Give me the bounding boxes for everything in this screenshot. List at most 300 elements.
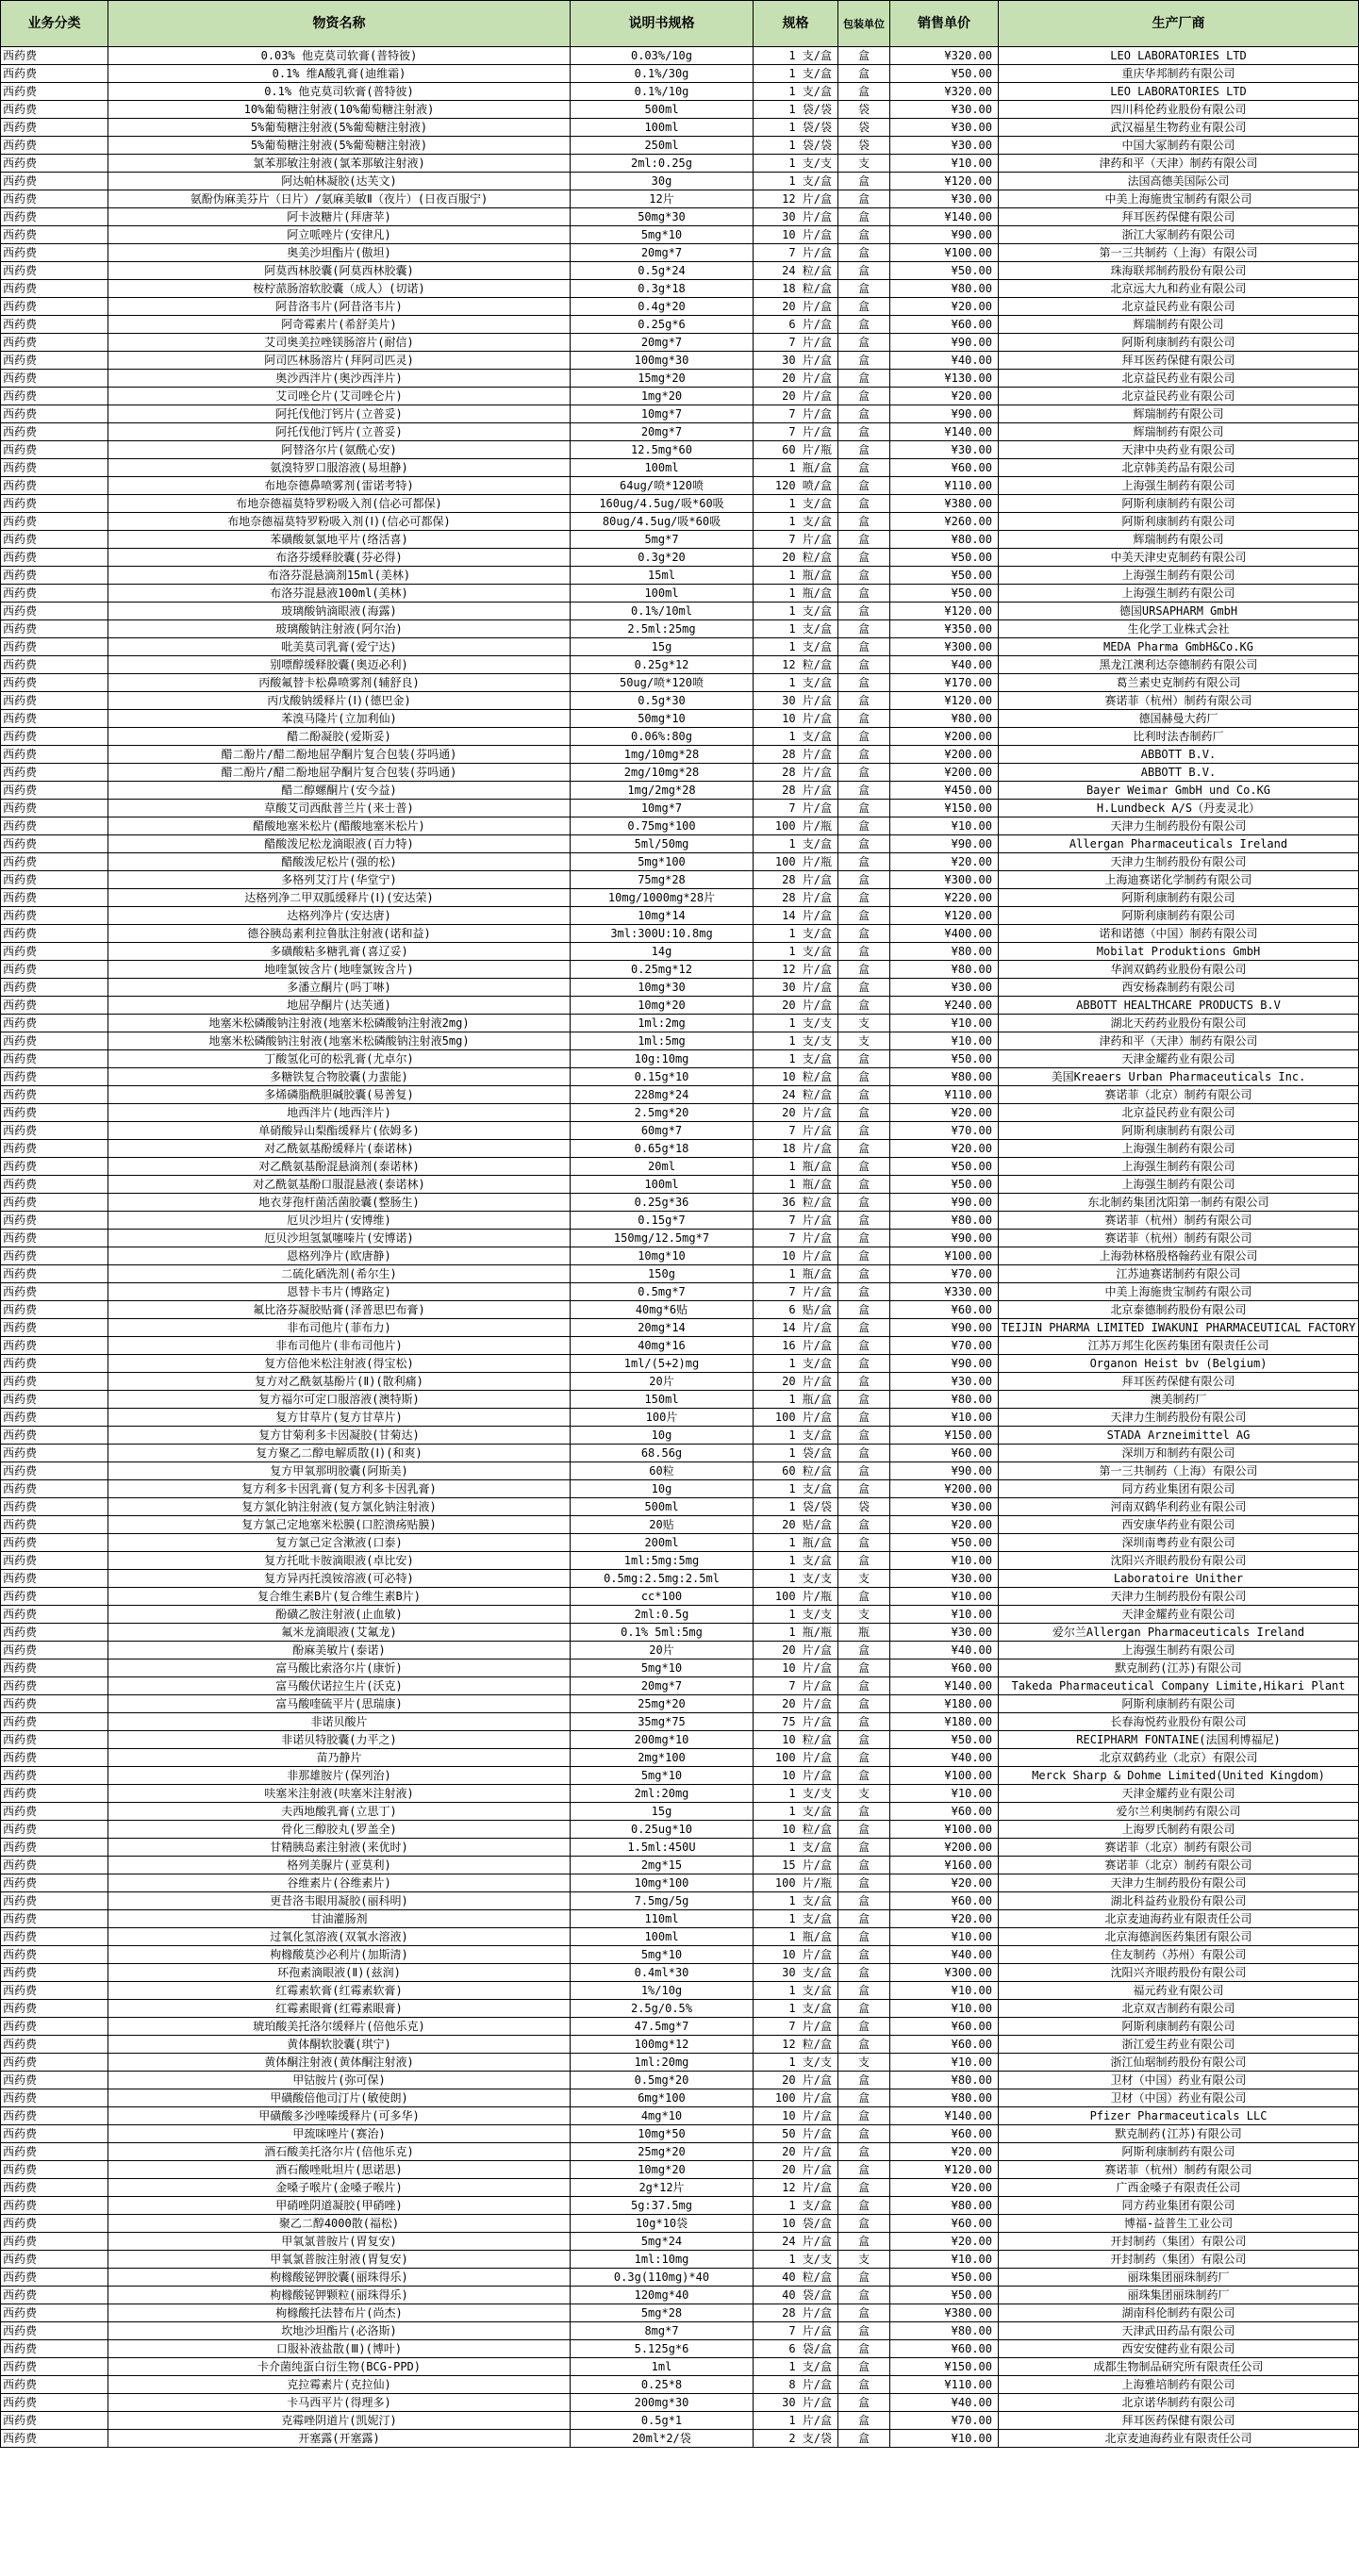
cell-gauge: 60 片/瓶 [754, 441, 838, 459]
table-row [1, 2107, 1359, 2125]
cell-gauge: 1 支/支 [754, 155, 838, 173]
cell-unit: 盒 [838, 835, 890, 853]
table-row [1, 2304, 1359, 2322]
cell-unit: 盒 [838, 1803, 890, 1821]
cell-price: ¥10.00 [890, 2430, 999, 2448]
table-row [1, 1570, 1359, 1588]
cell-price: ¥80.00 [890, 1212, 999, 1230]
cell-gauge: 1 袋/盒 [754, 1445, 838, 1462]
cell-price: ¥20.00 [890, 1874, 999, 1892]
cell-spec: 2ml:0.5g [571, 1606, 754, 1624]
cell-price: ¥20.00 [890, 2179, 999, 2197]
cell-gauge: 14 片/盒 [754, 907, 838, 925]
cell-maker: 美国Kreaers Urban Pharmaceuticals Inc. [999, 1068, 1359, 1086]
cell-name: 甲巯咪唑片(赛治) [108, 2125, 571, 2143]
cell-gauge: 30 片/盒 [754, 2394, 838, 2412]
cell-name: 复方氯化钠注射液(复方氯化钠注射液) [108, 1498, 571, 1516]
cell-name: 5%葡萄糖注射液(5%葡萄糖注射液) [108, 137, 571, 155]
cell-maker: 第一三共制药（上海）有限公司 [999, 244, 1359, 262]
cell-spec: 5mg*10 [571, 1660, 754, 1677]
cell-category: 西药费 [1, 65, 108, 83]
table-row [1, 173, 1359, 190]
cell-spec: 0.5g*1 [571, 2412, 754, 2430]
cell-name: 黄体酮注射液(黄体酮注射液) [108, 2054, 571, 2072]
table-row [1, 979, 1359, 997]
cell-name: 艾司唑仑片(艾司唑仑片) [108, 388, 571, 405]
cell-unit: 盒 [838, 244, 890, 262]
cell-gauge: 6 袋/盒 [754, 2340, 838, 2358]
cell-category: 西药费 [1, 1104, 108, 1122]
table-row [1, 728, 1359, 746]
cell-unit: 盒 [838, 1301, 890, 1319]
cell-unit: 盒 [838, 1588, 890, 1606]
cell-spec: 2mg*15 [571, 1857, 754, 1874]
cell-maker: LEO LABORATORIES LTD [999, 83, 1359, 101]
cell-name: 复合维生素B片(复合维生素B片) [108, 1588, 571, 1606]
cell-spec: 100mg*12 [571, 2036, 754, 2054]
cell-price: ¥50.00 [890, 2269, 999, 2287]
table-row [1, 1373, 1359, 1391]
cell-price: ¥30.00 [890, 119, 999, 137]
cell-maker: 赛诺菲（杭州）制药有限公司 [999, 692, 1359, 710]
cell-maker: 上海强生制药有限公司 [999, 585, 1359, 603]
cell-price: ¥100.00 [890, 1767, 999, 1785]
cell-maker: 拜耳医药保健有限公司 [999, 1373, 1359, 1391]
cell-gauge: 30 片/盒 [754, 208, 838, 226]
cell-category: 西药费 [1, 746, 108, 764]
cell-gauge: 60 粒/盒 [754, 1462, 838, 1480]
table-body [1, 47, 1359, 2448]
cell-category: 西药费 [1, 1516, 108, 1534]
cell-gauge: 14 片/盒 [754, 1319, 838, 1337]
cell-unit: 盒 [838, 65, 890, 83]
cell-gauge: 1 支/支 [754, 2251, 838, 2269]
cell-price: ¥10.00 [890, 1588, 999, 1606]
table-row [1, 1964, 1359, 1982]
cell-maker: 法国高德美国际公司 [999, 173, 1359, 190]
cell-category: 西药费 [1, 853, 108, 871]
cell-category: 西药费 [1, 2107, 108, 2125]
cell-name: 复方甘菊利多卡因凝胶(甘菊达) [108, 1427, 571, 1445]
cell-category: 西药费 [1, 477, 108, 495]
cell-unit: 盒 [838, 1050, 890, 1068]
cell-name: 口服补液盐散(Ⅲ)(博叶) [108, 2340, 571, 2358]
cell-name: 金嗓子喉片(金嗓子喉片) [108, 2179, 571, 2197]
cell-maker: 北京双吉制药有限公司 [999, 2000, 1359, 2018]
table-row [1, 1767, 1359, 1785]
table-row [1, 388, 1359, 405]
cell-category: 西药费 [1, 2412, 108, 2430]
cell-maker: 默克制药(江苏)有限公司 [999, 1660, 1359, 1677]
cell-unit: 盒 [838, 1660, 890, 1677]
cell-category: 西药费 [1, 1068, 108, 1086]
cell-spec: 1%/10g [571, 1982, 754, 2000]
cell-unit: 盒 [838, 2000, 890, 2018]
cell-gauge: 1 袋/袋 [754, 101, 838, 119]
cell-unit: 盒 [838, 979, 890, 997]
cell-spec: 15g [571, 1803, 754, 1821]
table-row [1, 83, 1359, 101]
cell-unit: 盒 [838, 2269, 890, 2287]
cell-unit: 盒 [838, 1910, 890, 1928]
cell-name: 克霉唑阴道片(凯妮汀) [108, 2412, 571, 2430]
cell-category: 西药费 [1, 298, 108, 316]
cell-gauge: 30 片/盒 [754, 979, 838, 997]
cell-gauge: 1 支/盒 [754, 1839, 838, 1857]
cell-unit: 盒 [838, 2179, 890, 2197]
cell-maker: 北京泰德制药股份有限公司 [999, 1301, 1359, 1319]
cell-price: ¥60.00 [890, 316, 999, 334]
cell-price: ¥50.00 [890, 1176, 999, 1194]
cell-name: 丙戊酸钠缓释片(Ⅰ)(德巴金) [108, 692, 571, 710]
cell-maker: 北京韩美药品有限公司 [999, 459, 1359, 477]
cell-category: 西药费 [1, 83, 108, 101]
cell-name: 过氧化氢溶液(双氧水溶液) [108, 1928, 571, 1946]
cell-maker: 赛诺菲（杭州）制药有限公司 [999, 1212, 1359, 1230]
cell-spec: 68.56g [571, 1445, 754, 1462]
cell-gauge: 15 片/盒 [754, 1857, 838, 1874]
cell-unit: 盒 [838, 1642, 890, 1660]
cell-category: 西药费 [1, 1642, 108, 1660]
cell-category: 西药费 [1, 1677, 108, 1695]
cell-spec: 0.65g*18 [571, 1140, 754, 1158]
table-row [1, 1910, 1359, 1928]
cell-unit: 盒 [838, 531, 890, 549]
cell-spec: 1ml [571, 2358, 754, 2376]
cell-spec: 100mg*30 [571, 352, 754, 370]
cell-price: ¥100.00 [890, 1247, 999, 1265]
table-row [1, 1337, 1359, 1355]
cell-maker: 住友制药（苏州）有限公司 [999, 1946, 1359, 1964]
cell-category: 西药费 [1, 2430, 108, 2448]
table-row [1, 620, 1359, 638]
cell-name: 骨化三醇胶丸(罗盖全) [108, 1821, 571, 1839]
cell-unit: 盒 [838, 871, 890, 889]
cell-spec: 80ug/4.5ug/吸*60吸 [571, 513, 754, 531]
cell-category: 西药费 [1, 1355, 108, 1373]
cell-gauge: 10 片/盒 [754, 1247, 838, 1265]
cell-gauge: 1 支/盒 [754, 1480, 838, 1498]
cell-unit: 盒 [838, 1122, 890, 1140]
cell-maker: 赛诺菲（北京）制药有限公司 [999, 1839, 1359, 1857]
cell-name: 醋二酚凝胶(爱斯妥) [108, 728, 571, 746]
cell-name: 10%葡萄糖注射液(10%葡萄糖注射液) [108, 101, 571, 119]
table-row [1, 1050, 1359, 1068]
cell-unit: 盒 [838, 2161, 890, 2179]
cell-price: ¥80.00 [890, 961, 999, 979]
cell-spec: 50ug/喷*120喷 [571, 674, 754, 692]
table-row [1, 1857, 1359, 1874]
cell-spec: 10mg*50 [571, 2125, 754, 2143]
cell-spec: 10g:10mg [571, 1050, 754, 1068]
cell-spec: 6mg*100 [571, 2089, 754, 2107]
cell-name: 非布司他片(非布司他片) [108, 1337, 571, 1355]
cell-category: 西药费 [1, 997, 108, 1015]
cell-price: ¥120.00 [890, 2161, 999, 2179]
cell-price: ¥80.00 [890, 943, 999, 961]
table-row [1, 1247, 1359, 1265]
header-spec: 说明书规格 [571, 1, 754, 47]
cell-price: ¥30.00 [890, 1570, 999, 1588]
cell-price: ¥240.00 [890, 997, 999, 1015]
cell-name: 布地奈德福莫特罗粉吸入剂(Ⅰ)(信必可都保) [108, 513, 571, 531]
cell-gauge: 7 片/盒 [754, 800, 838, 817]
cell-gauge: 20 片/盒 [754, 1373, 838, 1391]
cell-spec: 15ml [571, 567, 754, 585]
cell-spec: 5.125g*6 [571, 2340, 754, 2358]
cell-maker: 江苏万邦生化医药集团有限责任公司 [999, 1337, 1359, 1355]
cell-maker: 赛诺菲（杭州）制药有限公司 [999, 2161, 1359, 2179]
cell-gauge: 1 支/盒 [754, 2000, 838, 2018]
cell-spec: 2.5g/0.5% [571, 2000, 754, 2018]
cell-gauge: 1 支/盒 [754, 728, 838, 746]
cell-price: ¥40.00 [890, 352, 999, 370]
cell-category: 西药费 [1, 2018, 108, 2036]
cell-category: 西药费 [1, 370, 108, 388]
cell-gauge: 1 支/盒 [754, 1982, 838, 2000]
cell-spec: 100ml [571, 1928, 754, 1946]
cell-unit: 盒 [838, 1319, 890, 1337]
table-row [1, 710, 1359, 728]
cell-price: ¥10.00 [890, 1982, 999, 2000]
cell-price: ¥120.00 [890, 603, 999, 620]
cell-name: 复方甲氧那明胶囊(阿斯美) [108, 1462, 571, 1480]
cell-category: 西药费 [1, 1427, 108, 1445]
cell-name: 阿卡波糖片(拜唐苹) [108, 208, 571, 226]
cell-spec: 35mg*75 [571, 1713, 754, 1731]
cell-price: ¥60.00 [890, 1892, 999, 1910]
cell-maker: 西安康华药业有限公司 [999, 1516, 1359, 1534]
cell-price: ¥60.00 [890, 2215, 999, 2233]
cell-category: 西药费 [1, 1319, 108, 1337]
cell-price: ¥60.00 [890, 1301, 999, 1319]
cell-name: 枸橼酸托法替布片(尚杰) [108, 2304, 571, 2322]
cell-name: 复方异丙托溴铵溶液(可必特) [108, 1570, 571, 1588]
cell-price: ¥110.00 [890, 1086, 999, 1104]
cell-price: ¥10.00 [890, 2000, 999, 2018]
cell-category: 西药费 [1, 2072, 108, 2089]
cell-gauge: 20 片/盒 [754, 997, 838, 1015]
cell-gauge: 1 支/支 [754, 2054, 838, 2072]
cell-name: 布洛芬混悬滴剂15ml(美林) [108, 567, 571, 585]
cell-maker: 深圳南粤药业有限公司 [999, 1534, 1359, 1552]
cell-maker: 上海强生制药有限公司 [999, 1642, 1359, 1660]
cell-maker: STADA Arzneimittel AG [999, 1427, 1359, 1445]
cell-maker: 重庆华邦制药有限公司 [999, 65, 1359, 83]
cell-maker: 珠海联邦制药股份有限公司 [999, 262, 1359, 280]
cell-price: ¥100.00 [890, 1821, 999, 1839]
cell-name: 氨溴特罗口服溶液(易坦静) [108, 459, 571, 477]
cell-unit: 盒 [838, 2125, 890, 2143]
cell-category: 西药费 [1, 316, 108, 334]
cell-spec: 0.1%/10g [571, 83, 754, 101]
cell-name: 氨酚伪麻美芬片（日片）/氨麻美敏Ⅱ（夜片）(日夜百服宁) [108, 190, 571, 208]
cell-maker: 江苏迪赛诺制药有限公司 [999, 1265, 1359, 1283]
cell-gauge: 1 支/盒 [754, 638, 838, 656]
cell-gauge: 7 片/盒 [754, 244, 838, 262]
cell-name: 布地奈德福莫特罗粉吸入剂(信必可都保) [108, 495, 571, 513]
cell-category: 西药费 [1, 1695, 108, 1713]
cell-name: 非诺贝特胶囊(力平之) [108, 1731, 571, 1749]
cell-gauge: 20 片/盒 [754, 1695, 838, 1713]
cell-category: 西药费 [1, 1194, 108, 1212]
table-row [1, 1301, 1359, 1319]
cell-price: ¥20.00 [890, 2143, 999, 2161]
cell-name: 阿替洛尔片(氨酰心安) [108, 441, 571, 459]
cell-category: 西药费 [1, 2376, 108, 2394]
cell-price: ¥10.00 [890, 1785, 999, 1803]
header-row [1, 1, 1359, 47]
cell-spec: 2g*12片 [571, 2179, 754, 2197]
cell-gauge: 1 瓶/盒 [754, 459, 838, 477]
cell-category: 西药费 [1, 1821, 108, 1839]
cell-unit: 盒 [838, 1480, 890, 1498]
cell-spec: 250ml [571, 137, 754, 155]
cell-name: 别嘌醇缓释胶囊(奥迈必利) [108, 656, 571, 674]
cell-unit: 盒 [838, 1552, 890, 1570]
cell-category: 西药费 [1, 1857, 108, 1874]
cell-gauge: 7 片/盒 [754, 405, 838, 423]
cell-unit: 袋 [838, 137, 890, 155]
cell-unit: 盒 [838, 782, 890, 800]
cell-unit: 盒 [838, 907, 890, 925]
table-row [1, 1892, 1359, 1910]
cell-name: 达格列净片(安达唐) [108, 907, 571, 925]
cell-gauge: 20 粒/盒 [754, 549, 838, 567]
cell-price: ¥80.00 [890, 2322, 999, 2340]
cell-name: 醋二酚片/醋二酚地屈孕酮片复合包装(芬吗通) [108, 746, 571, 764]
cell-price: ¥40.00 [890, 1749, 999, 1767]
cell-maker: 同方药业集团有限公司 [999, 1480, 1359, 1498]
cell-price: ¥110.00 [890, 2376, 999, 2394]
cell-unit: 盒 [838, 2358, 890, 2376]
cell-name: 复方倍他米松注射液(得宝松) [108, 1355, 571, 1373]
cell-name: 富马酸比索洛尔片(康忻) [108, 1660, 571, 1677]
cell-unit: 盒 [838, 746, 890, 764]
cell-unit: 盒 [838, 388, 890, 405]
cell-maker: 第一三共制药（上海）有限公司 [999, 1462, 1359, 1480]
cell-unit: 盒 [838, 817, 890, 835]
cell-category: 西药费 [1, 2197, 108, 2215]
cell-unit: 盒 [838, 370, 890, 388]
cell-gauge: 20 片/盒 [754, 2143, 838, 2161]
cell-gauge: 20 贴/盒 [754, 1516, 838, 1534]
cell-gauge: 100 片/瓶 [754, 1588, 838, 1606]
cell-maker: 同方药业集团有限公司 [999, 2197, 1359, 2215]
cell-price: ¥60.00 [890, 2340, 999, 2358]
table-row [1, 1194, 1359, 1212]
cell-unit: 盒 [838, 1409, 890, 1427]
cell-gauge: 10 粒/盒 [754, 1068, 838, 1086]
cell-price: ¥20.00 [890, 1910, 999, 1928]
cell-unit: 盒 [838, 620, 890, 638]
cell-price: ¥300.00 [890, 1964, 999, 1982]
cell-price: ¥380.00 [890, 495, 999, 513]
table-row [1, 1642, 1359, 1660]
cell-unit: 瓶 [838, 1624, 890, 1642]
cell-spec: 10mg*100 [571, 1874, 754, 1892]
cell-price: ¥70.00 [890, 1337, 999, 1355]
table-row [1, 2233, 1359, 2251]
cell-spec: 20mg*14 [571, 1319, 754, 1337]
cell-name: 玻璃酸钠注射液(阿尔治) [108, 620, 571, 638]
cell-spec: 40mg*6贴 [571, 1301, 754, 1319]
cell-gauge: 7 片/盒 [754, 1283, 838, 1301]
cell-spec: 5mg*100 [571, 853, 754, 871]
cell-maker: 葛兰素史克制药有限公司 [999, 674, 1359, 692]
cell-maker: 生化学工业株式会社 [999, 620, 1359, 638]
cell-maker: 湖南科伦制药有限公司 [999, 2304, 1359, 2322]
cell-maker: 福元药业有限公司 [999, 1982, 1359, 2000]
cell-price: ¥40.00 [890, 2394, 999, 2412]
cell-name: 地衣芽孢杆菌活菌胶囊(整肠生) [108, 1194, 571, 1212]
cell-category: 西药费 [1, 1749, 108, 1767]
cell-unit: 盒 [838, 728, 890, 746]
cell-category: 西药费 [1, 441, 108, 459]
table-row [1, 352, 1359, 370]
cell-gauge: 75 片/盒 [754, 1713, 838, 1731]
cell-unit: 盒 [838, 943, 890, 961]
cell-maker: 天津金耀药业有限公司 [999, 1606, 1359, 1624]
cell-spec: 0.15g*10 [571, 1068, 754, 1086]
table-row [1, 2143, 1359, 2161]
cell-category: 西药费 [1, 2340, 108, 2358]
table-row [1, 2215, 1359, 2233]
cell-name: 富马酸伏诺拉生片(沃克) [108, 1677, 571, 1695]
cell-name: 黄体酮软胶囊(琪宁) [108, 2036, 571, 2054]
cell-name: 非布司他片(菲布力) [108, 1319, 571, 1337]
cell-maker: 浙江大冢制药有限公司 [999, 226, 1359, 244]
cell-spec: 0.25g*36 [571, 1194, 754, 1212]
cell-price: ¥20.00 [890, 298, 999, 316]
table-row [1, 2072, 1359, 2089]
table-row [1, 262, 1359, 280]
cell-spec: 2.5ml:25mg [571, 620, 754, 638]
cell-maker: 津药和平（天津）制药有限公司 [999, 1032, 1359, 1050]
cell-spec: 0.3g*18 [571, 280, 754, 298]
cell-maker: 上海强生制药有限公司 [999, 1140, 1359, 1158]
table-row [1, 405, 1359, 423]
cell-price: ¥10.00 [890, 817, 999, 835]
cell-unit: 盒 [838, 925, 890, 943]
table-row [1, 567, 1359, 585]
cell-spec: 12片 [571, 190, 754, 208]
cell-maker: 比利时法杏制药厂 [999, 728, 1359, 746]
cell-price: ¥80.00 [890, 1068, 999, 1086]
cell-spec: 1mg/2mg*28 [571, 782, 754, 800]
table-row [1, 2036, 1359, 2054]
cell-name: 多潘立酮片(吗丁啉) [108, 979, 571, 997]
cell-unit: 盒 [838, 853, 890, 871]
cell-name: 醋酸泼尼松龙滴眼液(百力特) [108, 835, 571, 853]
cell-spec: 0.1% 5ml:5mg [571, 1624, 754, 1642]
cell-spec: 0.1%/10ml [571, 603, 754, 620]
cell-gauge: 1 支/盒 [754, 1552, 838, 1570]
cell-category: 西药费 [1, 1265, 108, 1283]
cell-spec: 10g [571, 1427, 754, 1445]
cell-price: ¥30.00 [890, 979, 999, 997]
cell-gauge: 16 片/盒 [754, 1337, 838, 1355]
cell-category: 西药费 [1, 173, 108, 190]
cell-category: 西药费 [1, 603, 108, 620]
cell-spec: 7.5mg/5g [571, 1892, 754, 1910]
cell-price: ¥10.00 [890, 2251, 999, 2269]
cell-price: ¥120.00 [890, 173, 999, 190]
cell-name: 厄贝沙坦片(安博维) [108, 1212, 571, 1230]
cell-spec: 1ml:20mg [571, 2054, 754, 2072]
cell-spec: 228mg*24 [571, 1086, 754, 1104]
cell-name: 甲氧氯普胺片(胃复安) [108, 2233, 571, 2251]
